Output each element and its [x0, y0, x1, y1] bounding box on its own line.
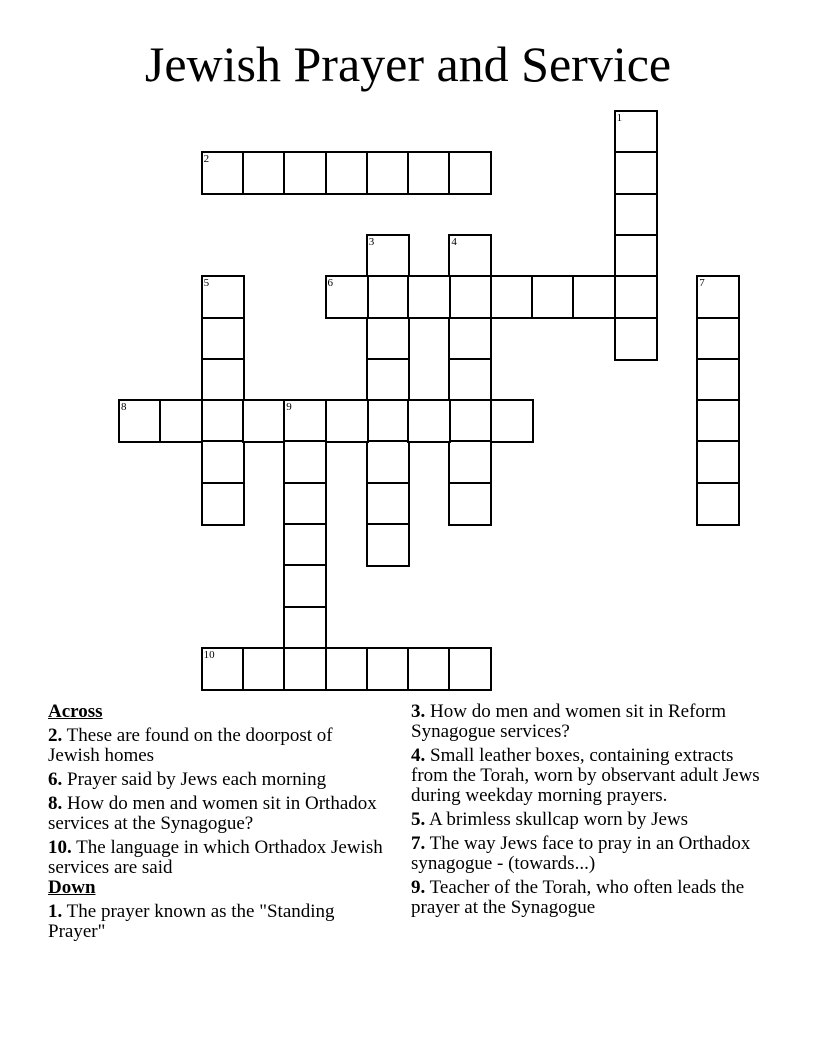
crossword-cell[interactable]: [448, 234, 492, 278]
crossword-cell[interactable]: [283, 606, 327, 650]
down-clue: [411, 878, 761, 918]
crossword-cell[interactable]: [201, 275, 245, 319]
clue-number-label: 4.: [411, 745, 426, 766]
clue-number-label: 9.: [411, 877, 426, 898]
crossword-cell[interactable]: [614, 275, 658, 319]
crossword-cell[interactable]: [614, 234, 658, 278]
crossword-cell[interactable]: [448, 317, 492, 361]
clue-number: 2: [203, 153, 210, 166]
crossword-cell[interactable]: [696, 317, 740, 361]
across-clue: [48, 838, 388, 878]
clues-right-column: [411, 702, 761, 922]
crossword-cell[interactable]: [448, 275, 492, 319]
crossword-cell[interactable]: [448, 482, 492, 526]
clue-number-label: 10.: [48, 837, 72, 858]
crossword-cell[interactable]: [201, 440, 245, 484]
crossword-cell[interactable]: [283, 482, 327, 526]
crossword-cell[interactable]: [283, 564, 327, 608]
crossword-cell[interactable]: [490, 399, 534, 443]
crossword-cell[interactable]: [366, 399, 410, 443]
across-clue: [48, 770, 388, 790]
down-clue: [411, 810, 761, 830]
crossword-cell[interactable]: [366, 647, 410, 691]
crossword-cell[interactable]: [407, 399, 451, 443]
crossword-cell[interactable]: [490, 275, 534, 319]
clue-text: The language in which Orthadox Jewish services are said: [48, 837, 383, 878]
down-clue-list-continued: [411, 702, 761, 918]
crossword-cell[interactable]: [283, 151, 327, 195]
crossword-cell[interactable]: [448, 358, 492, 402]
across-heading: Across: [48, 701, 103, 722]
crossword-cell[interactable]: [118, 399, 162, 443]
clue-number: 8: [121, 401, 127, 414]
clue-text: A brimless skullcap worn by Jews: [425, 809, 689, 830]
crossword-cell[interactable]: [696, 482, 740, 526]
crossword-cell[interactable]: [283, 440, 327, 484]
crossword-cell[interactable]: [696, 275, 740, 319]
crossword-cell[interactable]: [201, 151, 245, 195]
crossword-cell[interactable]: [201, 358, 245, 402]
crossword-cell[interactable]: [366, 151, 410, 195]
clue-number-label: 6.: [48, 769, 63, 790]
crossword-cell[interactable]: [448, 440, 492, 484]
clue-text: How do men and women sit in Orthadox services at the Synagogue?: [48, 793, 377, 834]
clue-text: The prayer known as the "Standing Prayer": [48, 901, 335, 942]
crossword-cell[interactable]: [696, 440, 740, 484]
across-clue-list: [48, 726, 388, 878]
crossword-cell[interactable]: [696, 399, 740, 443]
crossword-cell[interactable]: [614, 110, 658, 154]
clue-number-label: 7.: [411, 833, 426, 854]
down-heading: Down: [48, 877, 96, 898]
crossword-cell[interactable]: [696, 358, 740, 402]
down-clue: [411, 834, 761, 874]
clue-number-label: 2.: [48, 725, 63, 746]
down-clue: [411, 746, 761, 806]
crossword-cell[interactable]: [283, 399, 327, 443]
crossword-cell[interactable]: [366, 440, 410, 484]
crossword-cell[interactable]: [407, 151, 451, 195]
down-clue-list: [48, 902, 388, 942]
across-clue: [48, 726, 388, 766]
crossword-cell[interactable]: [201, 317, 245, 361]
crossword-cell[interactable]: [614, 317, 658, 361]
crossword-cell[interactable]: [325, 275, 369, 319]
crossword-cell[interactable]: [531, 275, 575, 319]
across-clue: [48, 794, 388, 834]
clue-number-label: 8.: [48, 793, 63, 814]
down-clue: [411, 702, 761, 742]
clue-number: 3: [368, 235, 375, 248]
clue-text: Teacher of the Torah, who often leads the prayer at the Synagogue: [411, 877, 745, 918]
crossword-cell[interactable]: [242, 151, 286, 195]
crossword-cell[interactable]: [366, 358, 410, 402]
clue-number-label: 5.: [411, 809, 426, 830]
clue-number-label: 3.: [411, 701, 426, 722]
crossword-cell[interactable]: [325, 399, 369, 443]
crossword-cell[interactable]: [325, 151, 369, 195]
crossword-cell[interactable]: [283, 647, 327, 691]
crossword-cell[interactable]: [448, 647, 492, 691]
clue-number: 1: [616, 112, 623, 124]
crossword-cell[interactable]: [448, 399, 492, 443]
crossword-cell[interactable]: [201, 399, 245, 443]
clue-text: Small leather boxes, containing extracts from the Torah, worn by observant adult Jews during weekday morning prayers.: [411, 745, 760, 806]
crossword-cell[interactable]: [159, 399, 203, 443]
clue-number-label: 1.: [48, 901, 63, 922]
clue-number: 10: [203, 648, 215, 661]
clue-text: Prayer said by Jews each morning: [62, 769, 327, 790]
crossword-cell[interactable]: [201, 647, 245, 691]
crossword-cell[interactable]: [366, 317, 410, 361]
puzzle-title: Jewish Prayer and Service: [144, 36, 672, 92]
crossword-cell[interactable]: [366, 523, 410, 567]
crossword-cell[interactable]: [325, 647, 369, 691]
clue-number: 7: [699, 277, 705, 290]
clue-number: 6: [327, 277, 333, 290]
clues-left-column: [48, 702, 388, 946]
crossword-cell[interactable]: [407, 275, 451, 319]
clue-text: These are found on the doorpost of Jewish homes: [48, 725, 333, 766]
crossword-cell[interactable]: [407, 647, 451, 691]
clue-number: 4: [451, 235, 457, 248]
clue-text: The way Jews face to pray in an Orthadox synagogue - (towards...): [411, 833, 751, 874]
crossword-cell[interactable]: [448, 151, 492, 195]
crossword-cell[interactable]: [614, 151, 658, 195]
crossword-cell[interactable]: [366, 234, 410, 278]
clue-number: 9: [286, 401, 292, 414]
crossword-cell[interactable]: [283, 523, 327, 567]
clue-text: How do men and women sit in Reform Synagogue services?: [411, 701, 727, 742]
crossword-cell[interactable]: [366, 275, 410, 319]
crossword-cell[interactable]: [242, 647, 286, 691]
clue-number: 5: [203, 277, 210, 290]
crossword-cell[interactable]: [572, 275, 616, 319]
down-clue: [48, 902, 388, 942]
crossword-cell[interactable]: [366, 482, 410, 526]
crossword-cell[interactable]: [201, 482, 245, 526]
crossword-cell[interactable]: [242, 399, 286, 443]
crossword-cell[interactable]: [614, 193, 658, 237]
